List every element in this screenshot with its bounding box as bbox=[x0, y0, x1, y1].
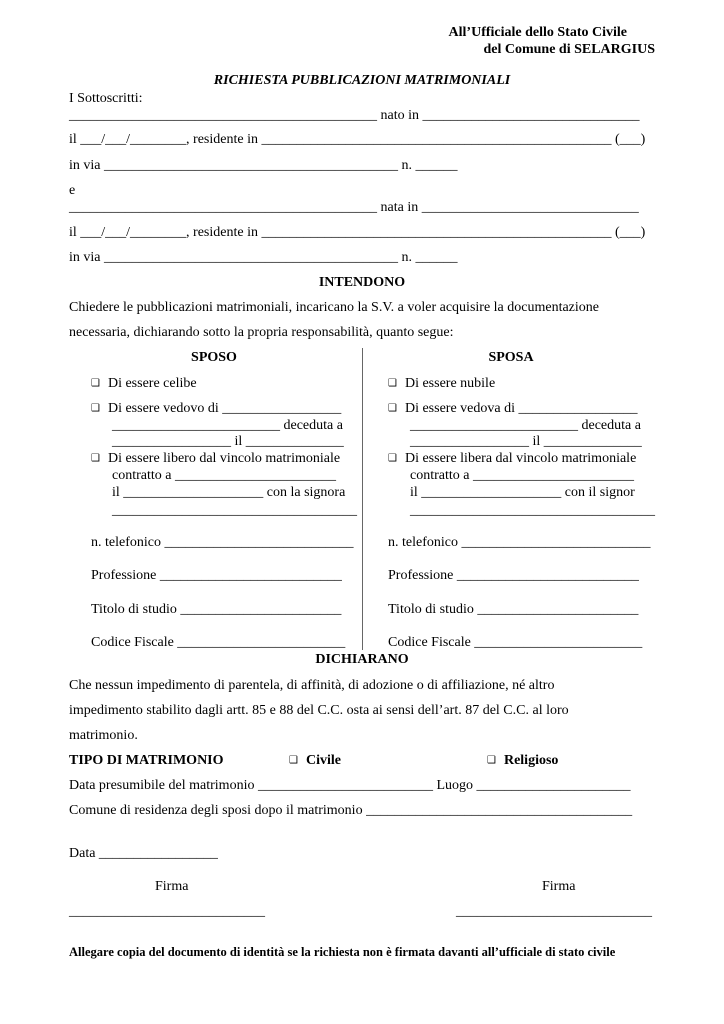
recipient-line-2: del Comune di SELARGIUS bbox=[483, 42, 655, 57]
sposa-telefono-field[interactable]: n. telefonico ___________________________ bbox=[388, 535, 651, 550]
sposa-libera-label: Di essere libera dal vincolo matrimoniale bbox=[404, 451, 637, 466]
sposo-titolo-field[interactable]: Titolo di studio _______________________ bbox=[91, 602, 342, 617]
sposo-libero-line-4[interactable]: ___________________________________ bbox=[112, 503, 357, 518]
sposa-libera-option[interactable] bbox=[388, 450, 636, 468]
dichiarano-heading: DICHIARANO bbox=[315, 652, 409, 667]
sposo-vedovo-label: Di essere vedovo di _________________ bbox=[107, 401, 342, 416]
spouse1-address-field[interactable]: in via __________________________________________ n. ______ bbox=[69, 158, 458, 173]
conjunction-text: e bbox=[69, 183, 76, 198]
sposo-vedovo-line-3[interactable]: _________________ il ______________ bbox=[112, 434, 344, 449]
spouse1-birth-field[interactable]: il ___/___/________, residente in __________________________________________________ (___) bbox=[69, 132, 646, 147]
sposo-vedovo-line-2[interactable]: ________________________ deceduta a bbox=[112, 418, 343, 433]
checkbox-icon[interactable]: ❑ bbox=[91, 378, 100, 389]
intendono-text-2: necessaria, dichiarando sotto la propria responsabilità, quanto segue: bbox=[69, 325, 454, 340]
sposa-libera-line-3[interactable]: il ____________________ con il signor bbox=[410, 485, 635, 500]
religioso-label: Religioso bbox=[503, 753, 559, 768]
tipo-label: TIPO DI MATRIMONIO bbox=[69, 753, 224, 768]
dichiarano-text-2: impedimento stabilito dagli artt. 85 e 88 del C.C. osta ai sensi dell’art. 87 del C.C. al loro bbox=[69, 703, 569, 718]
sposa-vedova-option[interactable] bbox=[388, 400, 638, 418]
sposo-vedovo-option[interactable] bbox=[91, 400, 341, 418]
signature-line-right[interactable]: ____________________________ bbox=[456, 904, 652, 919]
spouse2-name-field[interactable]: ____________________________________________ nata in _______________________________ bbox=[69, 200, 639, 215]
comune-residenza-field[interactable]: Comune di residenza degli sposi dopo il matrimonio ______________________________________ bbox=[69, 803, 633, 818]
checkbox-icon[interactable]: ❑ bbox=[289, 755, 298, 766]
sposa-heading: SPOSA bbox=[488, 350, 534, 365]
dichiarano-text-3: matrimonio. bbox=[69, 728, 138, 743]
sposo-libero-option[interactable] bbox=[91, 450, 340, 468]
spouse2-birth-field[interactable]: il ___/___/________, residente in __________________________________________________ (___) bbox=[69, 225, 646, 240]
spouse1-name-field[interactable]: ____________________________________________ nato in _______________________________ bbox=[69, 108, 640, 123]
column-divider bbox=[362, 348, 363, 650]
sposo-telefono-field[interactable]: n. telefonico ___________________________ bbox=[91, 535, 354, 550]
civile-label: Civile bbox=[305, 753, 341, 768]
sposa-vedova-line-3[interactable]: _________________ il ______________ bbox=[410, 434, 642, 449]
spouse2-address-field[interactable]: in via __________________________________________ n. ______ bbox=[69, 250, 458, 265]
firma-label-right: Firma bbox=[542, 879, 576, 894]
sposo-celibe-label: Di essere celibe bbox=[107, 376, 197, 391]
religioso-option[interactable] bbox=[487, 752, 558, 770]
sposo-libero-label: Di essere libero dal vincolo matrimoniale bbox=[107, 451, 341, 466]
sposa-libera-line-4[interactable]: ___________________________________ bbox=[410, 503, 655, 518]
footer-note: Allegare copia del documento di identità se la richiesta non è firmata davanti all’ufficiale di stato civile bbox=[69, 945, 616, 959]
intendono-text-1: Chiedere le pubblicazioni matrimoniali, incaricano la S.V. a voler acquisire la documentazione bbox=[69, 300, 599, 315]
signature-line-left[interactable]: ____________________________ bbox=[69, 904, 265, 919]
data-field[interactable]: Data _________________ bbox=[69, 846, 218, 861]
checkbox-icon[interactable]: ❑ bbox=[388, 378, 397, 389]
sposa-vedova-line-2[interactable]: ________________________ deceduta a bbox=[410, 418, 641, 433]
intendono-heading: INTENDONO bbox=[318, 275, 406, 290]
checkbox-icon[interactable]: ❑ bbox=[388, 403, 397, 414]
checkbox-icon[interactable]: ❑ bbox=[388, 453, 397, 464]
sposo-celibe-option[interactable] bbox=[91, 375, 197, 393]
sposo-libero-line-3[interactable]: il ____________________ con la signora bbox=[112, 485, 346, 500]
sposa-vedova-label: Di essere vedova di _________________ bbox=[404, 401, 638, 416]
sposa-codice-field[interactable]: Codice Fiscale ________________________ bbox=[388, 635, 643, 650]
sposo-heading: SPOSO bbox=[191, 350, 237, 365]
sposa-libera-line-2[interactable]: contratto a _______________________ bbox=[410, 468, 634, 483]
recipient-line-1: All’Ufficiale dello Stato Civile bbox=[448, 25, 627, 40]
checkbox-icon[interactable]: ❑ bbox=[91, 403, 100, 414]
data-presunta-field[interactable]: Data presumibile del matrimonio _________________________ Luogo ______________________ bbox=[69, 778, 631, 793]
checkbox-icon[interactable]: ❑ bbox=[487, 755, 496, 766]
sposo-libero-line-2[interactable]: contratto a _______________________ bbox=[112, 468, 336, 483]
sposa-nubile-label: Di essere nubile bbox=[404, 376, 496, 391]
sposa-nubile-option[interactable] bbox=[388, 375, 495, 393]
dichiarano-text-1: Che nessun impedimento di parentela, di affinità, di adozione o di affiliazione, né altro bbox=[69, 678, 555, 693]
firma-label-left: Firma bbox=[155, 879, 189, 894]
sposa-professione-field[interactable]: Professione __________________________ bbox=[388, 568, 639, 583]
form-title: RICHIESTA PUBBLICAZIONI MATRIMONIALI bbox=[213, 73, 511, 88]
sposa-titolo-field[interactable]: Titolo di studio _______________________ bbox=[388, 602, 639, 617]
sposo-professione-field[interactable]: Professione __________________________ bbox=[91, 568, 342, 583]
sottoscritti-label: I Sottoscritti: bbox=[69, 91, 143, 106]
sposo-codice-field[interactable]: Codice Fiscale ________________________ bbox=[91, 635, 346, 650]
checkbox-icon[interactable]: ❑ bbox=[91, 453, 100, 464]
civile-option[interactable] bbox=[289, 752, 341, 770]
